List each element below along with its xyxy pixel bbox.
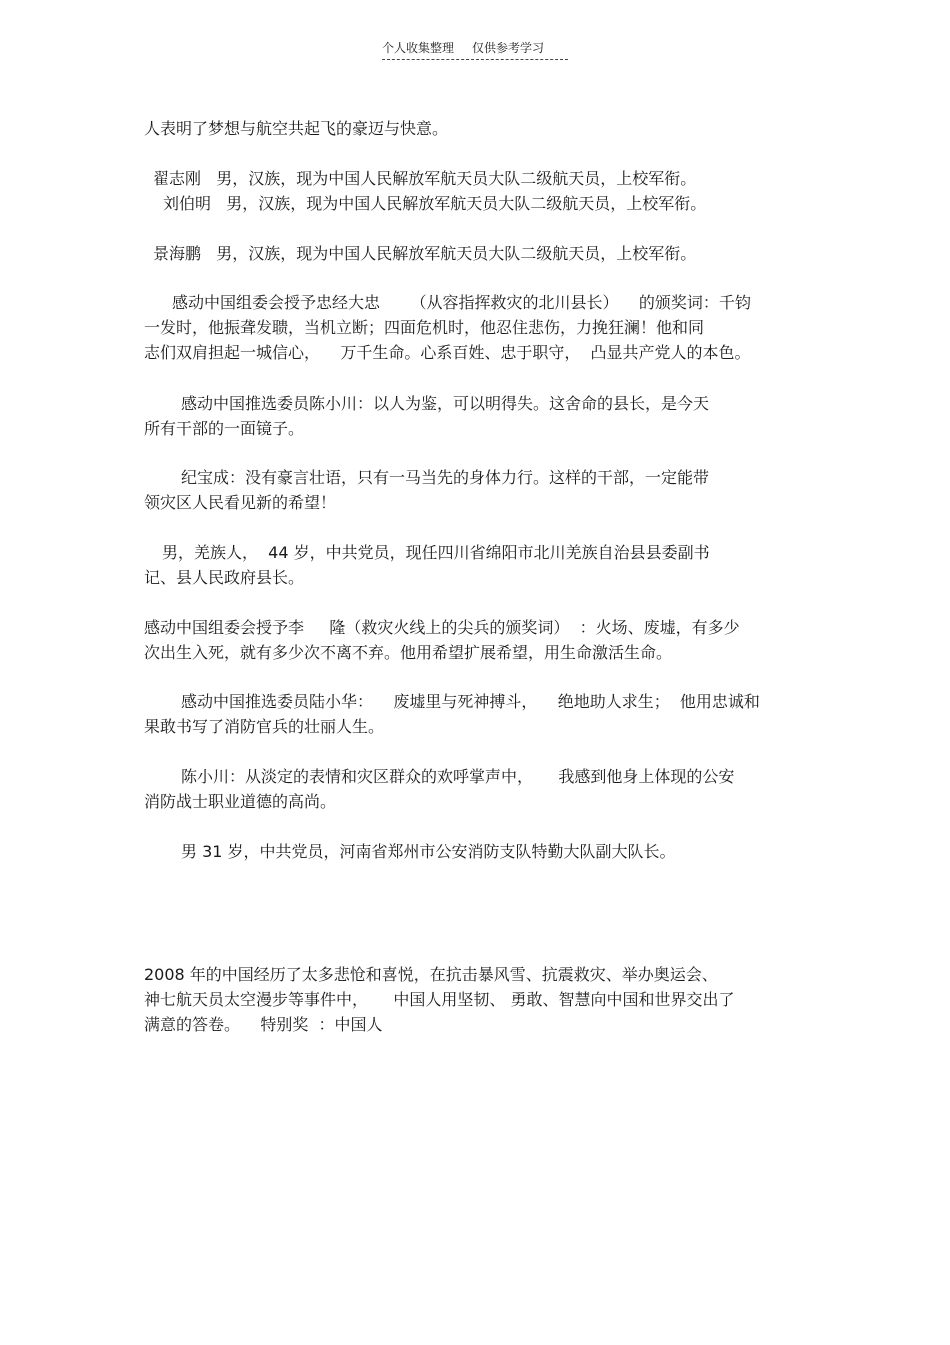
text-line: 感动中国组委会授予忠经大忠 （从容指挥救灾的北川县长） 的颁奖词：千钧 xyxy=(172,293,751,312)
text-line: 次出生入死，就有多少次不离不弃。他用希望扩展希望，用生命激活生命。 xyxy=(144,643,673,662)
text-line: 男，羌族人， 44 岁，中共党员，现任四川省绵阳市北川羌族自治县县委副书 xyxy=(162,543,710,562)
text-line: 感动中国推选委员陆小华： 废墟里与死神搏斗， 绝地助人求生； 他用忠诚和 xyxy=(181,692,760,711)
text-line: 翟志刚 男，汉族，现为中国人民解放军航天员大队二级航天员，上校军衔。 xyxy=(153,169,697,188)
text-line: 人表明了梦想与航空共起飞的豪迈与快意。 xyxy=(144,119,449,138)
text-line: 果敢书写了消防官兵的壮丽人生。 xyxy=(144,717,385,736)
text-line: 消防战士职业道德的高尚。 xyxy=(144,792,337,811)
page-header xyxy=(382,40,568,60)
text-line: 记、县人民政府县长。 xyxy=(144,568,305,587)
text-line: 志们双肩担起一城信心， 万千生命。心系百姓、忠于职守， 凸显共产党人的本色。 xyxy=(144,343,751,362)
header-right-text: 仅供参考学习 xyxy=(472,41,545,55)
text-line: 男 31 岁，中共党员，河南省郑州市公安消防支队特勤大队副大队长。 xyxy=(181,842,676,861)
text-line: 一发时，他振聋发聩，当机立断；四面危机时，他忍住悲伤，力挽狂澜！他和同 xyxy=(144,318,705,337)
text-line: 纪宝成：没有豪言壮语，只有一马当先的身体力行。这样的干部，一定能带 xyxy=(181,468,710,487)
text-line: 陈小川：从淡定的表情和灾区群众的欢呼掌声中， 我感到他身上体现的公安 xyxy=(181,767,735,786)
header-left-text: 个人收集整理 xyxy=(382,41,455,55)
text-line: 感动中国推选委员陈小川：以人为鉴，可以明得失。这舍命的县长，是今天 xyxy=(181,394,710,413)
text-line: 刘伯明 男，汉族，现为中国人民解放军航天员大队二级航天员，上校军衔。 xyxy=(163,194,707,213)
text-line: 满意的答卷。 特别奖 ：中国人 xyxy=(144,1015,383,1034)
text-line: 感动中国组委会授予李 隆（救灾火线上的尖兵的颁奖词） ：火场、废墟，有多少 xyxy=(144,618,740,637)
text-line: 领灾区人民看见新的希望！ xyxy=(144,493,337,512)
text-line: 2008 年的中国经历了太多悲怆和喜悦，在抗击暴风雪、抗震救灾、举办奥运会、 xyxy=(144,965,718,984)
text-line: 景海鹏 男，汉族，现为中国人民解放军航天员大队二级航天员，上校军衔。 xyxy=(153,244,697,263)
text-line: 所有干部的一面镜子。 xyxy=(144,419,305,438)
text-line: 神七航天员太空漫步等事件中， 中国人用坚韧、 勇敢、智慧向中国和世界交出了 xyxy=(144,990,735,1009)
